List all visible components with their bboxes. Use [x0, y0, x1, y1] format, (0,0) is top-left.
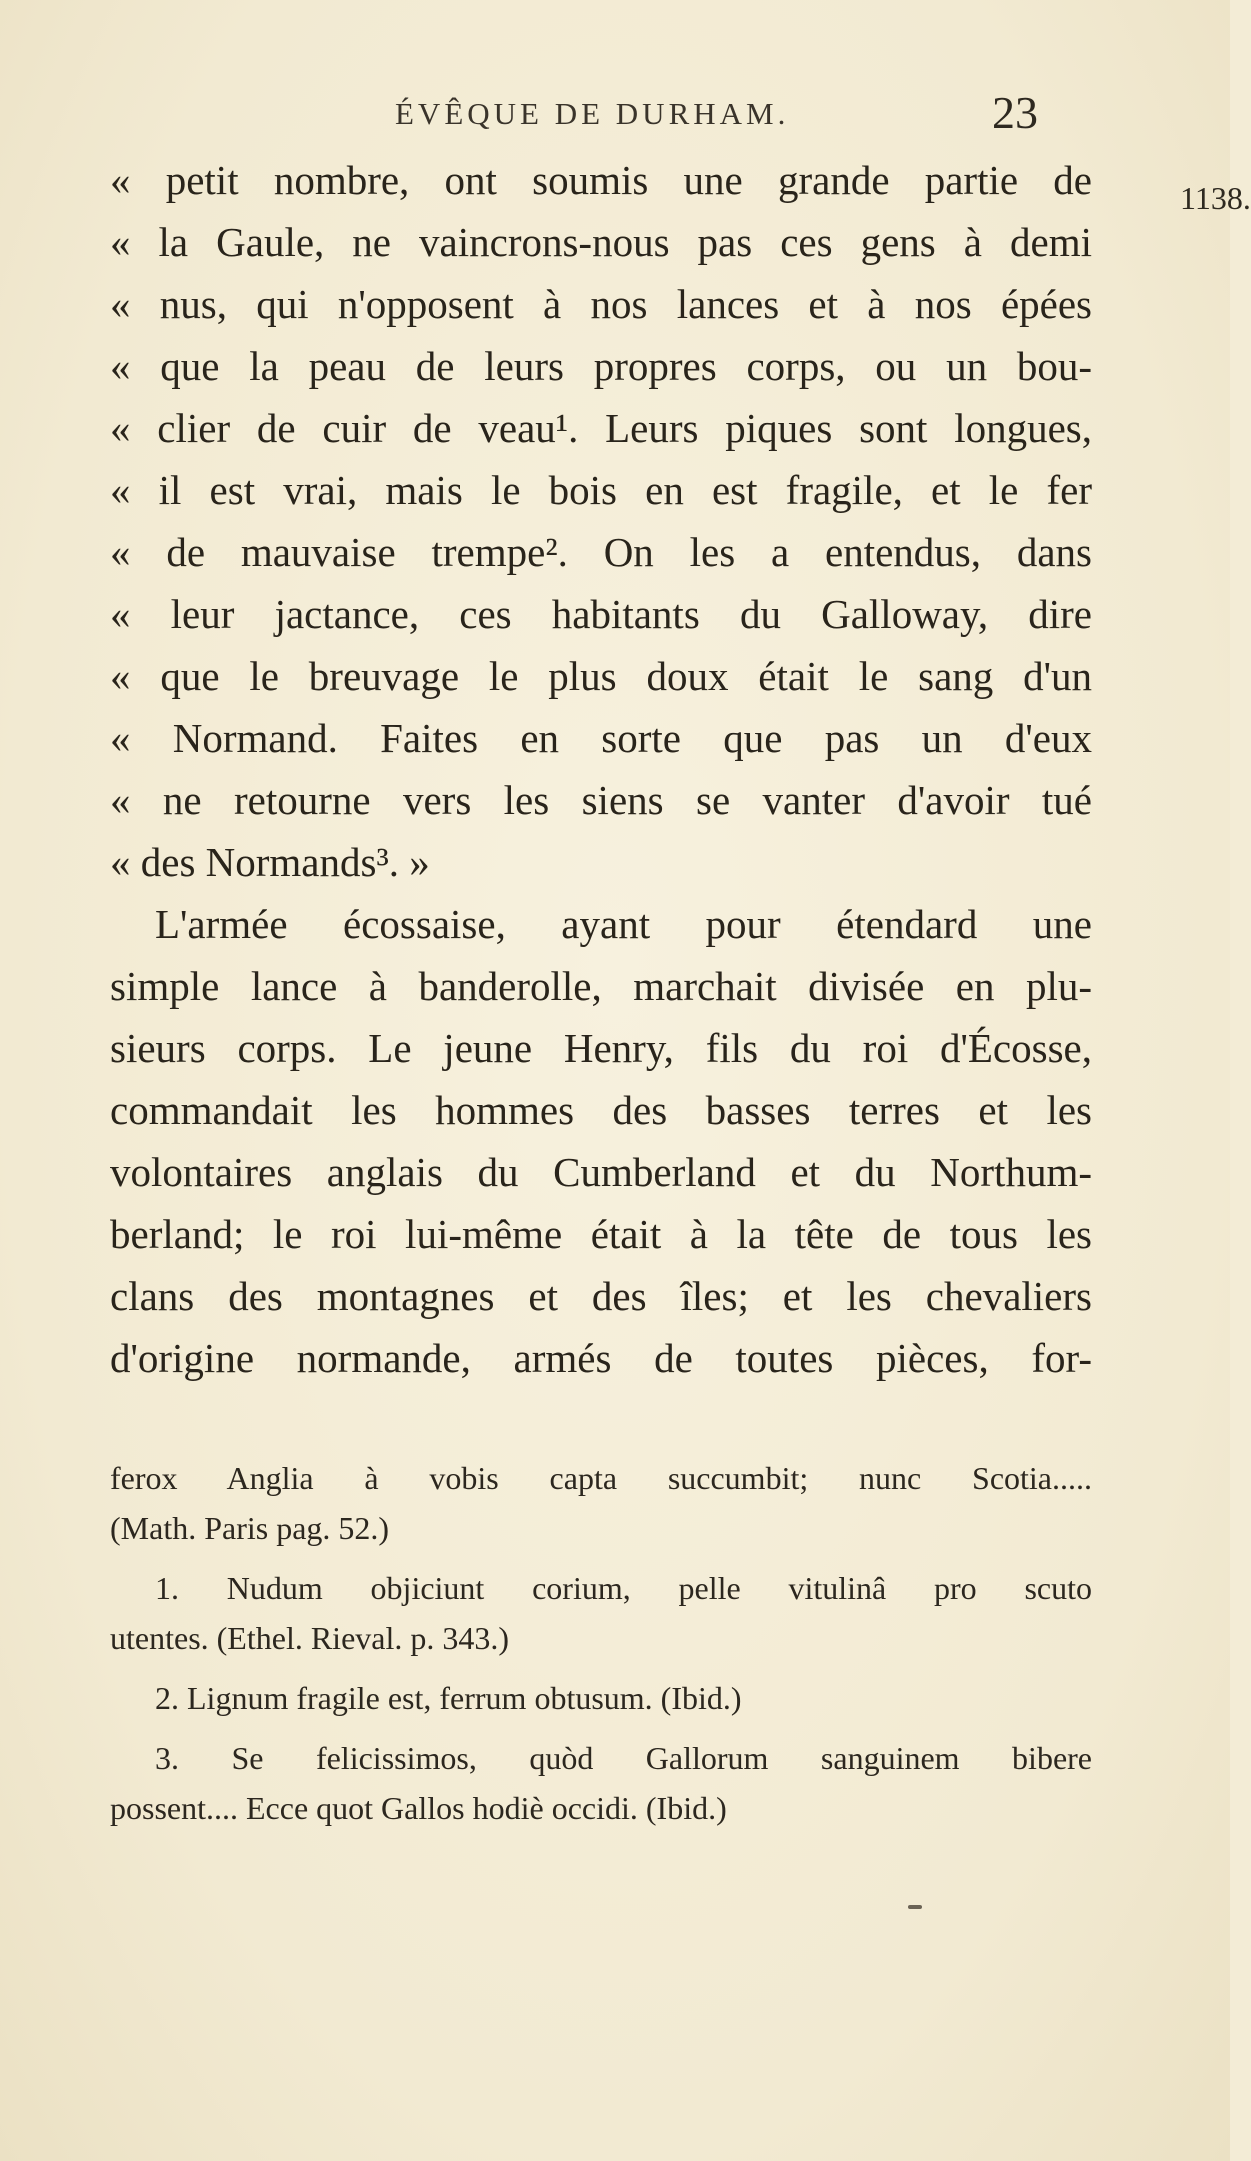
- text-line: « ne retourne vers les siens se vanter d'avoir tué: [110, 777, 1092, 823]
- text-line: simple lance à banderolle, marchait divisée en plu-: [110, 963, 1092, 1009]
- footnote-1: 1. Nudum objiciunt corium, pelle vitulinâ pro scuto: [155, 1570, 1092, 1606]
- text-line: « que la peau de leurs propres corps, ou un bou-: [110, 343, 1092, 389]
- text-line: d'origine normande, armés de toutes pièces, for-: [110, 1335, 1092, 1381]
- text-line: « il est vrai, mais le bois en est fragile, et le fer: [110, 467, 1092, 513]
- running-header: [0, 87, 1230, 138]
- text-line: berland; le roi lui-même était à la tête de tous les: [110, 1211, 1092, 1257]
- footnote-line: (Math. Paris pag. 52.): [110, 1510, 390, 1546]
- running-title: ÉVÊQUE DE DURHAM.: [395, 96, 790, 131]
- text-line: sieurs corps. Le jeune Henry, fils du roi d'Écosse,: [110, 1025, 1092, 1071]
- footnote-line: ferox Anglia à vobis capta succumbit; nunc Scotia.....: [110, 1460, 1092, 1496]
- footnote-2: 2. Lignum fragile est, ferrum obtusum. (Ibid.): [155, 1680, 742, 1716]
- text-line: « clier de cuir de veau¹. Leurs piques sont longues,: [110, 405, 1092, 451]
- margin-year: 1138.: [1180, 180, 1251, 216]
- footnote-line: possent.... Ecce quot Gallos hodiè occidi. (Ibid.): [110, 1790, 727, 1826]
- footnote-line: utentes. (Ethel. Rieval. p. 343.): [110, 1620, 510, 1656]
- text-line: « des Normands³. »: [110, 839, 430, 885]
- text-line: « petit nombre, ont soumis une grande partie de: [110, 157, 1092, 203]
- text-line: « leur jactance, ces habitants du Galloway, dire: [110, 591, 1092, 637]
- text-line: clans des montagnes et des îles; et les chevaliers: [110, 1273, 1092, 1319]
- text-line: « nus, qui n'opposent à nos lances et à nos épées: [110, 281, 1092, 327]
- paragraph-start: L'armée écossaise, ayant pour étendard une: [155, 901, 1092, 947]
- page-number: 23: [992, 87, 1038, 138]
- text-line: « Normand. Faites en sorte que pas un d'eux: [110, 715, 1092, 761]
- text-line: commandait les hommes des basses terres et les: [110, 1087, 1092, 1133]
- text-line: « que le breuvage le plus doux était le sang d'un: [110, 653, 1092, 699]
- printer-mark: [908, 1905, 922, 1909]
- footnote-3: 3. Se felicissimos, quòd Gallorum sanguinem bibere: [155, 1740, 1092, 1776]
- text-line: « la Gaule, ne vaincrons-nous pas ces gens à demi: [110, 219, 1092, 265]
- text-line: volontaires anglais du Cumberland et du Northum-: [110, 1149, 1092, 1195]
- text-line: « de mauvaise trempe². On les a entendus, dans: [110, 529, 1092, 575]
